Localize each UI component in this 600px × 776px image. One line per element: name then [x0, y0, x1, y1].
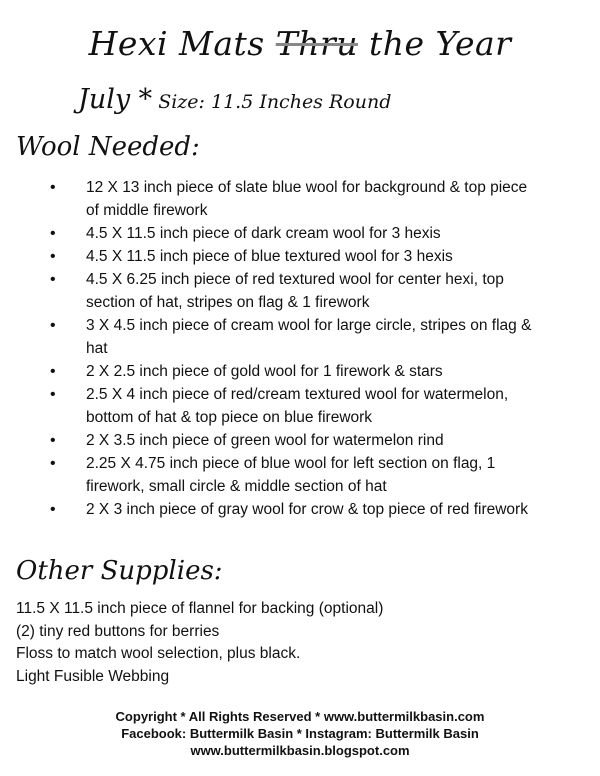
list-item: • 3 X 4.5 inch piece of cream wool for large circle, stripes on flag & hat	[0, 314, 600, 360]
list-item: • 4.5 X 11.5 inch piece of blue textured wool for 3 hexis	[0, 245, 600, 268]
size-label: Size: 11.5 Inches Round	[158, 91, 392, 113]
supply-item: Floss to match wool selection, plus black.	[16, 645, 301, 662]
list-item: • 12 X 13 inch piece of slate blue wool for background & top piece of middle firework	[0, 176, 600, 222]
supply-item: (2) tiny red buttons for berries	[16, 622, 220, 640]
bullet-icon: •	[50, 363, 56, 380]
title-part1: Hexi Mats	[88, 24, 276, 63]
social-line: Facebook: Buttermilk Basin * Instagram: Buttermilk Basin	[121, 726, 479, 741]
other-supplies-heading: Other Supplies:	[16, 556, 223, 586]
list-item: • 2 X 2.5 inch piece of gold wool for 1 firework & stars	[0, 360, 600, 383]
bullet-icon: •	[50, 179, 56, 196]
list-item: • 2.25 X 4.75 inch piece of blue wool for left section on flag, 1 firework, small circle & middle section of hat	[0, 452, 600, 498]
list-item: • 2 X 3 inch piece of gray wool for crow & top piece of red firework	[0, 498, 600, 521]
supply-item: Light Fusible Webbing	[16, 667, 170, 685]
copyright-line: Copyright * All Rights Reserved * www.buttermilkbasin.com	[115, 709, 485, 724]
title-part2: the Year	[358, 24, 512, 63]
supply-item: 11.5 X 11.5 inch piece of flannel for backing (optional)	[16, 600, 384, 617]
wool-list	[0, 176, 600, 521]
bullet-icon: •	[50, 225, 56, 242]
bullet-icon: •	[50, 271, 56, 288]
bullet-icon: •	[50, 317, 56, 334]
bullet-icon: •	[50, 501, 56, 518]
wool-needed-heading: Wool Needed:	[16, 132, 200, 162]
bullet-icon: •	[50, 432, 56, 449]
list-item: • 2.5 X 4 inch piece of red/cream textured wool for watermelon, bottom of hat & top piece on blue firework	[0, 383, 600, 429]
list-item: • 2 X 3.5 inch piece of green wool for watermelon rind	[0, 429, 600, 452]
page-title	[0, 24, 600, 63]
bullet-icon: •	[50, 248, 56, 265]
subtitle	[78, 84, 391, 115]
list-item: • 4.5 X 11.5 inch piece of dark cream wool for 3 hexis	[0, 222, 600, 245]
title-struck-word: Thru	[275, 24, 358, 63]
footer	[0, 708, 600, 759]
bullet-icon: •	[50, 386, 56, 403]
blog-url-line: www.buttermilkbasin.blogspot.com	[190, 743, 410, 758]
other-supplies-list	[16, 598, 383, 688]
month-label: July *	[78, 84, 153, 115]
bullet-icon: •	[50, 455, 56, 472]
list-item: • 4.5 X 6.25 inch piece of red textured wool for center hexi, top section of hat, stripes on flag & 1 firework	[0, 268, 600, 314]
